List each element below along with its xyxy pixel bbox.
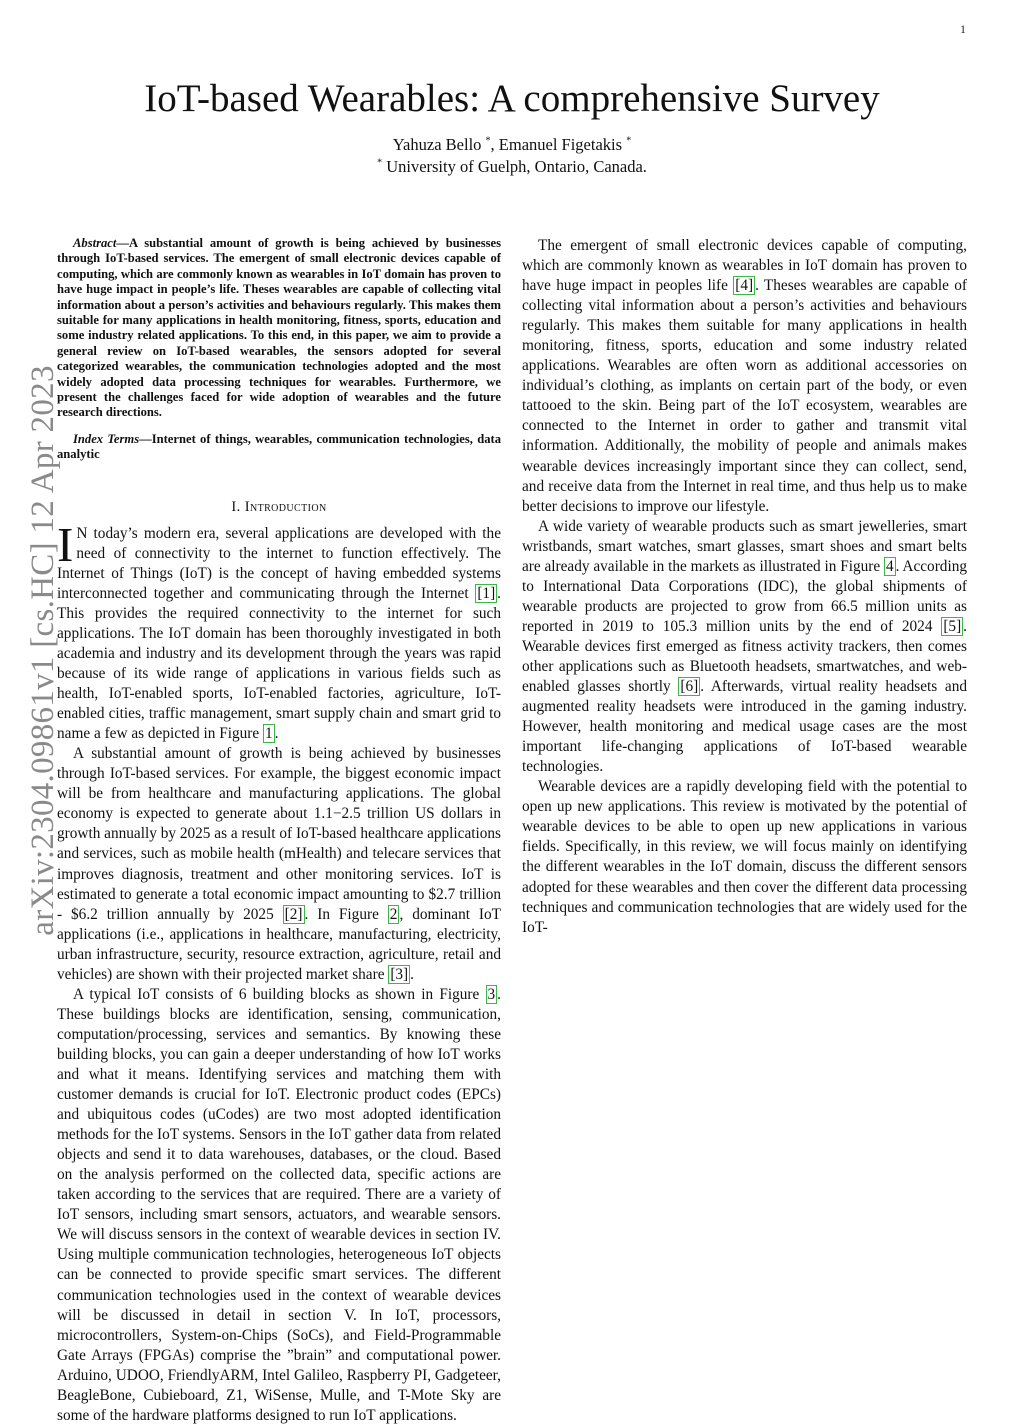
figure-link[interactable]: 4 [885,557,894,575]
figure-link[interactable]: 3 [487,985,496,1003]
author-1: Yahuza Bello [392,135,482,154]
abstract-label: Abstract [73,236,117,250]
drop-cap: I [57,516,74,572]
author-marker: * [626,135,632,147]
paragraph-6: Wearable devices are a rapidly developing field with the potential to open up new applications. This review is motivated by the potential of wearable devices to be able to open up new applications in various fields. Specifically, in this review, we will focus mainly on identifying the different wearables in the IoT domain, discuss the different sensors adopted for these wearables and then cover the different data processing techniques and communication technologies that are widely used for the IoT- [522,778,967,936]
paragraph-3: A typical IoT consists of 6 building blocks as shown in Figure 3 . These buildings blocks are identification, sensing, communication, computation/processing, services and semantics. By knowing these building blocks, you can gain a deeper understanding of how IoT works and what it means. Identifying services and matching them with customer demands is crucial for IoT. Electronic product codes (EPCs) and ubiquitous codes (uCodes) are two most adopted identification methods for the IoT systems. Sensors in the IoT gather data from related objects and send it to data warehouses, databases, or the cloud. Based on the analysis performed on the collected data, specific actions are taken according to the services that are required. There are a variety of IoT sensors, including smart sensors, actuators, and wearable sensors. We will discuss sensors in the context of wearable devices in section IV. Using multiple communication technologies, heterogeneous IoT objects can be connected to provide specific smart services. The different communication technologies used in the context of wearable devices will be discussed in detail in section V. In IoT, processors, microcontrollers, System-on-Chips (SoCs), and Field-Programmable Gate Arrays (FPGAs) comprise the ”brain” and computational power. Arduino, UDOO, FriendlyARM, Intel Galileo, Raspberry PI, Gadgeteer, BeagleBone, Cubieboard, Z1, WiSense, Mulle, and T-Mote Sky are some of the hardware platforms designed to run IoT applications. [57,985,501,1424]
figure-link[interactable]: 1 [265,725,273,743]
right-column [522,236,967,938]
arxiv-id: arXiv:2304.09861v1 [cs.HC] 12 Apr 2023 [24,364,61,936]
citation-link[interactable]: [1] [477,584,496,602]
page-number: 1 [960,22,966,36]
index-terms [57,432,501,463]
paragraph-4: The emergent of small electronic devices capable of computing, which are commonly known as wearables in IoT domain has proven to have huge impact in peoples life [4] . Theses wearables are capable of collecting vital information about a person’s activities and behaviours regularly. This makes them suitable for many applications in health monitoring, fitness, sports, education and some industry related applications. Wearables are often worn as additional accessories on individual’s clothing, as implants on certain part of the body, or even tattooed to the skin. Being part of the IoT ecosystem, wearables are connected to the Internet in order to gather and transmit vital information. Additionally, the mobility of people and animals makes wearable devices increasingly important since they can collect, send, and receive data from the Internet in real time, and thus help us to make better decisions to improve our lifestyle. [522,237,967,515]
citation-link[interactable]: [2] [284,905,303,923]
paragraph-5: A wide variety of wearable products such as smart jewelleries, smart wristbands, smart watches, smart glasses, smart shoes and smart belts are already available in the markets as illustrated in Figure 4 . According to International Data Corporations (IDC), the global shipments of wearable products are projected to grow from 66.5 million units as reported in 2019 to 105.3 million units by the end of 2024 [5] . Wearable devices first emerged as fitness activity trackers, then comes other applications such as Bluetooth headsets, smartwatches, and web-enabled glasses shortly [6] . Afterwards, virtual reality headsets and augmented reality headsets were introduced in the gaming industry. However, health monitoring and medical usage cases are the most important life-changing applications of IoT-based wearable technologies. [522,517,968,776]
index-terms-text: —Internet of things, wearables, communication technologies, data analytic [57,431,501,462]
index-terms-label: Index Terms [73,431,140,446]
left-column [57,236,501,1426]
section-heading [57,497,501,517]
citation-link[interactable]: [4] [735,277,754,295]
citation-link[interactable]: [5] [943,617,962,635]
section-number: I. [231,498,241,515]
figure-link[interactable]: 2 [389,905,398,923]
affiliation: University of Guelph, Ontario, Canada. [386,157,647,176]
author-line: Yahuza Bello *, Emanuel Figetakis * [392,135,632,154]
section-title: Introduction [244,498,327,515]
author-marker: * [485,135,491,147]
abstract-text: —A substantial amount of growth is being achieved by businesses through IoT-based services. The emergent of small electronic devices capable of computing, which are commonly known as wearables in IoT domain has proven to have huge impact in people’s life. Theses wearables are capable of collecting vital information about a person’s activities and behaviours regularly. This makes them suitable for many applications in health monitoring, fitness, sports, education and some industry related applications. To this end, in this paper, we aim to provide a general review on IoT-based wearables, the sensors adopted for several categorized wearables, the communication technologies adopted and the most widely adopted data processing techniques for wearables. Furthermore, we present the challenges faced for wide adoption of wearables and the future research directions. [57,236,501,420]
paragraph-1: I N today’s modern era, several applications are developed with the need of connectivity to the internet to function effectively. The Internet of Things (IoT) is the concept of having embedded systems interconnected together and communicating through the Internet [1] . This provides the required connectivity to the internet for such applications. The IoT domain has been thoroughly investigated in both academia and industry and its development through the years was rapid because of its wide range of applications in various fields such as health, IoT-enabled sports, IoT-enabled factories, agriculture, IoT-enabled cities, traffic management, smart supply chain and smart grid to name a few as depicted in Figure 1 . [57,516,501,743]
affiliation-marker: * [377,157,383,169]
abstract [57,236,501,421]
citation-link[interactable]: [6] [680,678,699,696]
author-2: Emanuel Figetakis [498,135,623,154]
affiliation-line [0,157,1024,177]
paragraph-2: A substantial amount of growth is being achieved by businesses through IoT-based services. For example, the biggest economic impact will be from healthcare and manufacturing applications. The global economy is expected to generate about 1.1−2.5 trillion US dollars in growth annually by 2025 as a result of IoT-based healthcare applications and services, such as mobile health (mHealth) and telecare services that improves diagnosis, treatment and other monitoring services. IoT is estimated to generate a total economic impact amounting to $2.7 trillion - $6.2 trillion annually by 2025 [2] . In Figure 2 , dominant IoT applications (i.e., applications in healthcare, manufacturing, electricity, urban infrastructure, security, resource extraction, agriculture, retail and vehicles) are shown with their projected market share [3] . [57,745,502,983]
paper-title: IoT-based Wearables: A comprehensive Survey [144,77,880,120]
citation-link[interactable]: [3] [390,965,409,983]
